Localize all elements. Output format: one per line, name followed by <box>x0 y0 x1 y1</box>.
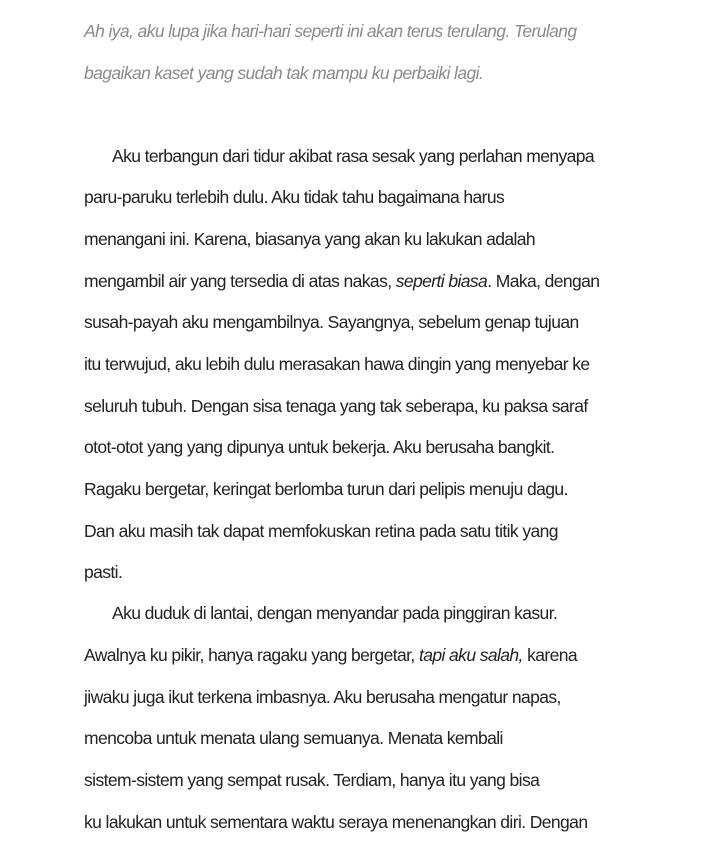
p2-line-4: mencoba untuk menata ulang semuanya. Menata kembali <box>84 728 503 748</box>
p2-line-2-text-a: Awalnya ku pikir, hanya ragaku yang bergetar, <box>84 645 419 665</box>
p2-line-2 <box>84 643 577 667</box>
p1-line-4-italic: seperti biasa <box>395 271 488 291</box>
p2-line-2-text-b: karena <box>522 645 577 665</box>
p2-line-3: jiwaku juga ikut terkena imbasnya. Aku berusaha mengatur napas, <box>84 687 561 707</box>
p1-line-8: otot-otot yang yang dipunya untuk bekerja. Aku berusaha bangkit. <box>84 437 555 457</box>
p1-line-7: seluruh tubuh. Dengan sisa tenaga yang tak seberapa, ku paksa saraf <box>84 396 588 416</box>
p1-line-10: Dan aku masih tak dapat memfokuskan retina pada satu titik yang <box>84 521 558 541</box>
p1-line-5: susah-payah aku mengambilnya. Sayangnya, sebelum genap tujuan <box>84 312 579 332</box>
p1-line-4-text-b: . Maka, dengan <box>487 271 600 291</box>
p2-line-1: Aku duduk di lantai, dengan menyandar pada pinggiran kasur. <box>112 603 558 623</box>
p1-line-6: itu terwujud, aku lebih dulu merasakan hawa dingin yang menyebar ke <box>84 354 590 374</box>
p1-line-3: menangani ini. Karena, biasanya yang akan ku lakukan adalah <box>84 229 536 249</box>
p1-line-4-text-a: mengambil air yang tersedia di atas nakas, <box>84 271 396 291</box>
p1-line-4 <box>84 269 599 293</box>
intro-line-2: bagaikan kaset yang sudah tak mampu ku perbaiki lagi. <box>84 63 484 83</box>
p1-line-1: Aku terbangun dari tidur akibat rasa sesak yang perlahan menyapa <box>112 146 595 166</box>
p1-line-11: pasti. <box>84 562 123 582</box>
p2-line-5: sistem-sistem yang sempat rusak. Terdiam, hanya itu yang bisa <box>84 770 540 790</box>
p2-line-6: ku lakukan untuk sementara waktu seraya menenangkan diri. Dengan <box>84 812 588 832</box>
p1-line-9: Ragaku bergetar, keringat berlomba turun dari pelipis menuju dagu. <box>84 479 568 499</box>
p2-line-2-italic: tapi aku salah, <box>418 645 523 665</box>
p1-line-2: paru-paruku terlebih dulu. Aku tidak tahu bagaimana harus <box>84 187 505 207</box>
intro-line-1: Ah iya, aku lupa jika hari-hari seperti ini akan terus terulang. Terulang <box>84 21 577 41</box>
